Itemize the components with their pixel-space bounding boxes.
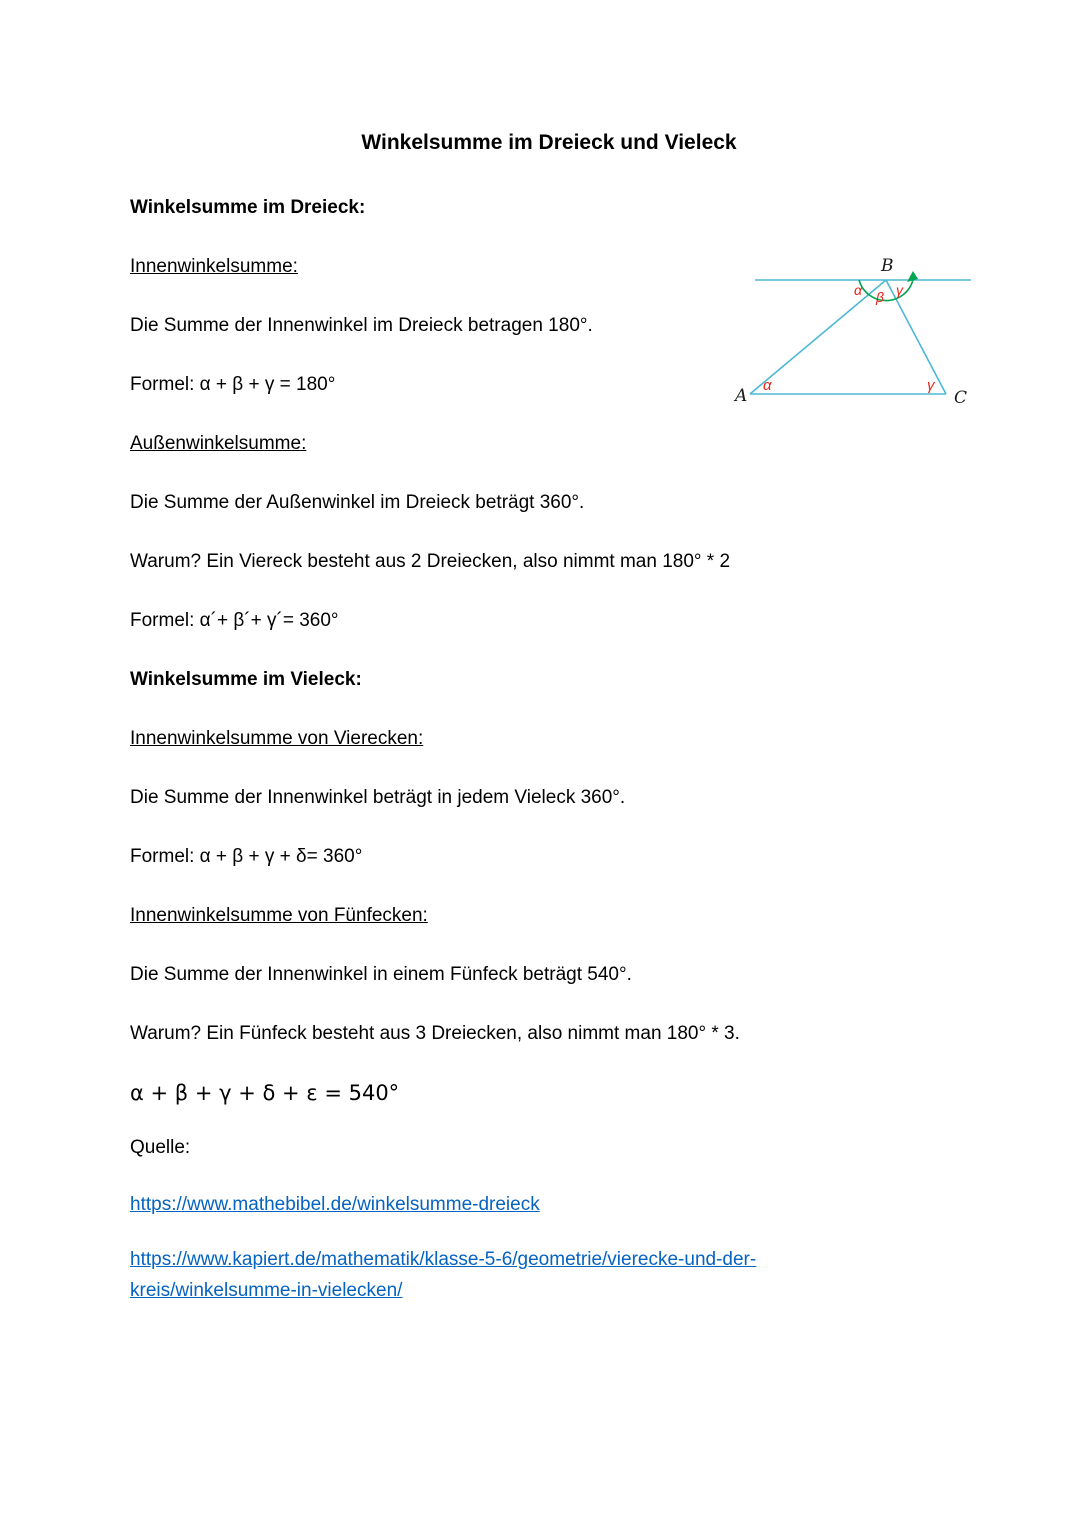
vertex-a-label: A (735, 386, 748, 406)
subheading-innenwinkelsumme: Innenwinkelsumme: (130, 256, 298, 277)
paragraph-viereck-text: Die Summe der Innenwinkel beträgt in jedem Vieleck 360°. (130, 787, 626, 808)
paragraph-viereck-formel: Formel: α + β + γ + δ= 360° (130, 846, 363, 867)
side-bc (886, 280, 946, 394)
vertex-b-label: B (881, 256, 894, 276)
paragraph-fuenfeck-warum: Warum? Ein Fünfeck besteht aus 3 Dreiecken, also nimmt man 180° * 3. (130, 1023, 740, 1044)
source-link-2-block (130, 1244, 968, 1306)
paragraph-innenwinkel-formel: Formel: α + β + γ = 180° (130, 374, 336, 395)
source-link-1-block (130, 1189, 968, 1220)
source-link-mathebibel[interactable]: https://www.mathebibel.de/winkelsumme-dreieck (130, 1194, 540, 1215)
paragraph-aussenwinkel-text: Die Summe der Außenwinkel im Dreieck beträgt 360°. (130, 492, 585, 513)
paragraph-aussenwinkel-formel: Formel: α´+ β´+ γ´= 360° (130, 610, 339, 631)
paragraph-fuenfeck-formel: α + β + γ + δ + ε = 540° (130, 1081, 400, 1105)
vertex-c-label: C (954, 388, 968, 408)
angle-beta-at-b: β (876, 289, 884, 305)
source-link-kapiert-line1: https://www.kapiert.de/mathematik/klasse-5-6/geometrie/vierecke-und-der- (130, 1249, 757, 1270)
quelle-label: Quelle: (130, 1137, 191, 1158)
angle-alpha-at-a: α (763, 377, 772, 394)
paragraph-aussenwinkel-warum: Warum? Ein Viereck besteht aus 2 Dreiecken, also nimmt man 180° * 2 (130, 551, 731, 572)
subheading-innenwinkel-vierecke: Innenwinkelsumme von Vierecken: (130, 728, 424, 749)
angle-alpha-at-b: α (854, 282, 862, 298)
subheading-innenwinkel-fuenfecke: Innenwinkelsumme von Fünfecken: (130, 905, 428, 926)
source-link-kapiert-line2: kreis/winkelsumme-in-vielecken/ (130, 1280, 403, 1301)
triangle-diagram (733, 253, 981, 411)
paragraph-fuenfeck-text: Die Summe der Innenwinkel in einem Fünfeck beträgt 540°. (130, 964, 632, 985)
angle-gamma-at-b: γ (896, 282, 903, 298)
heading-winkelsumme-vieleck: Winkelsumme im Vieleck: (130, 669, 362, 690)
source-link-kapiert[interactable] (130, 1244, 756, 1306)
subheading-aussenwinkelsumme: Außenwinkelsumme: (130, 433, 307, 454)
page-title: Winkelsumme im Dreieck und Vieleck (361, 131, 737, 154)
heading-winkelsumme-dreieck: Winkelsumme im Dreieck: (130, 197, 366, 218)
paragraph-innenwinkel-text: Die Summe der Innenwinkel im Dreieck betragen 180°. (130, 315, 593, 336)
angle-gamma-at-c: γ (927, 377, 935, 394)
angle-arc-at-b (859, 280, 913, 301)
